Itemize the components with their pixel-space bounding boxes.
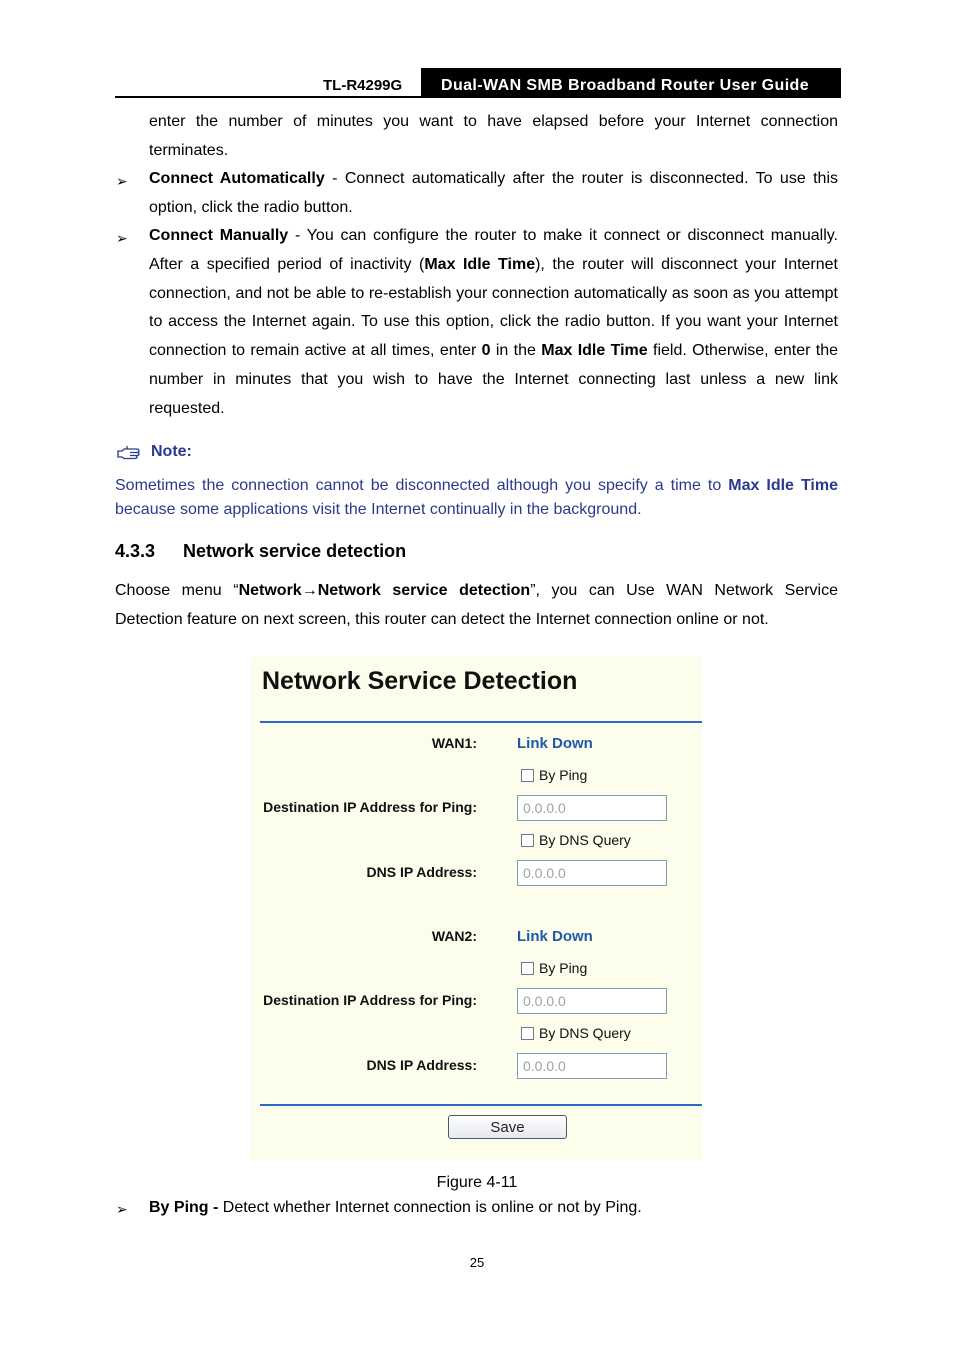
connect-automatically-item: [149, 165, 838, 223]
menu-path: Network→Network service detection: [238, 582, 531, 599]
paragraph-continuation: enter the number of minutes you want to have elapsed before your Internet connection terminates.: [149, 113, 838, 159]
wan1-by-dns-query-label: By DNS Query: [539, 832, 631, 848]
network-service-detection-panel: [251, 657, 702, 1160]
panel-title: Network Service Detection: [262, 667, 578, 695]
checkbox-box[interactable]: [521, 834, 534, 847]
wan2-by-dns-query-checkbox[interactable]: [521, 1025, 631, 1041]
term-by-ping: By Ping -: [149, 1199, 223, 1216]
intro-text-1: Choose menu “: [115, 582, 239, 599]
wan1-label: WAN1:: [431, 735, 477, 751]
value-zero: 0: [481, 342, 491, 360]
by-ping-item: [149, 1199, 642, 1217]
connect-automatically-text: - Connect automatically after the router is disconnected. To use this option, click the radio button.: [149, 170, 839, 216]
note-label: Note:: [151, 443, 192, 460]
bullet-icon: ➢: [116, 1201, 128, 1217]
wan1-status: Link Down: [517, 735, 593, 752]
wan1-by-dns-query-checkbox[interactable]: [521, 832, 631, 848]
header-title: Dual-WAN SMB Broadband Router User Guide: [421, 68, 841, 98]
header-rule: [115, 96, 841, 98]
term-max-idle-time: Max Idle Time: [541, 342, 648, 360]
wan2-by-ping-checkbox[interactable]: [521, 960, 587, 976]
wan1-by-ping-label: By Ping: [539, 767, 588, 783]
panel-bottom-rule: [260, 1104, 702, 1106]
term-connect-automatically: Connect Automatically: [149, 170, 325, 187]
note-text-2: because some applications visit the Internet continually in the background.: [115, 501, 642, 518]
checkbox-box[interactable]: [521, 1027, 534, 1040]
wan2-by-dns-query-label: By DNS Query: [539, 1025, 631, 1041]
wan2-destination-ip-label: Destination IP Address for Ping:: [263, 992, 477, 1008]
section-number: 4.3.3: [115, 541, 156, 561]
wan2-status: Link Down: [517, 928, 593, 945]
wan2-dns-ip-label: DNS IP Address:: [366, 1057, 477, 1073]
term-connect-manually: Connect Manually: [149, 227, 289, 244]
page-number: 25: [469, 1255, 485, 1270]
connect-manually-text-2: ), the router will disconnect your Internet connection, and not be able to re-establish your connection automatically as soon as you attempt to access the Internet again. To use this option, click the radio button. If you want your Internet connection to remain active at all times, enter: [149, 255, 838, 360]
intro-text-2: ”, you can Use WAN Network Service Detection feature on next screen, this router can detect the Internet connection online or not.: [115, 582, 838, 628]
wan1-by-ping-checkbox[interactable]: [521, 767, 587, 783]
wan2-label: WAN2:: [431, 928, 477, 944]
section-title: Network service detection: [183, 541, 407, 561]
figure-caption: Figure 4-11: [436, 1174, 518, 1191]
bullet-icon: ➢: [116, 230, 128, 246]
wan2-destination-ip-input[interactable]: [517, 988, 667, 1014]
wan2-dns-ip-input[interactable]: [517, 1053, 667, 1079]
wan1-dns-ip-input[interactable]: [517, 860, 667, 886]
connect-manually-text-1: - You can configure the router to make it connect or disconnect manually. After a specified period of inactivity (: [149, 227, 839, 273]
wan1-destination-ip-input[interactable]: [517, 795, 667, 821]
save-button[interactable]: Save: [448, 1115, 567, 1139]
note-text-1: Sometimes the connection cannot be disconnected although you specify a time to: [115, 477, 729, 494]
pointing-hand-icon: [116, 444, 142, 467]
by-ping-text: Detect whether Internet connection is online or not by Ping.: [222, 1199, 642, 1216]
panel-top-rule: [260, 721, 702, 723]
header-model: TL-R4299G: [323, 77, 403, 94]
wan1-destination-ip-label: Destination IP Address for Ping:: [263, 799, 477, 815]
note-text: [115, 474, 838, 522]
section-heading: [115, 541, 406, 562]
checkbox-box[interactable]: [521, 962, 534, 975]
term-max-idle-time: Max Idle Time: [424, 255, 536, 273]
checkbox-box[interactable]: [521, 769, 534, 782]
connect-manually-text-3: in the: [490, 342, 542, 360]
wan2-by-ping-label: By Ping: [539, 960, 588, 976]
connect-manually-item: [149, 222, 838, 424]
intro-paragraph: [115, 576, 838, 634]
note-term-max-idle-time: Max Idle Time: [728, 477, 838, 494]
connect-manually-text-4: field. Otherwise, enter the number in minutes that you wish to have the Internet connecting last unless a new link requested.: [149, 342, 838, 417]
wan1-dns-ip-label: DNS IP Address:: [366, 864, 477, 880]
bullet-icon: ➢: [116, 173, 128, 189]
